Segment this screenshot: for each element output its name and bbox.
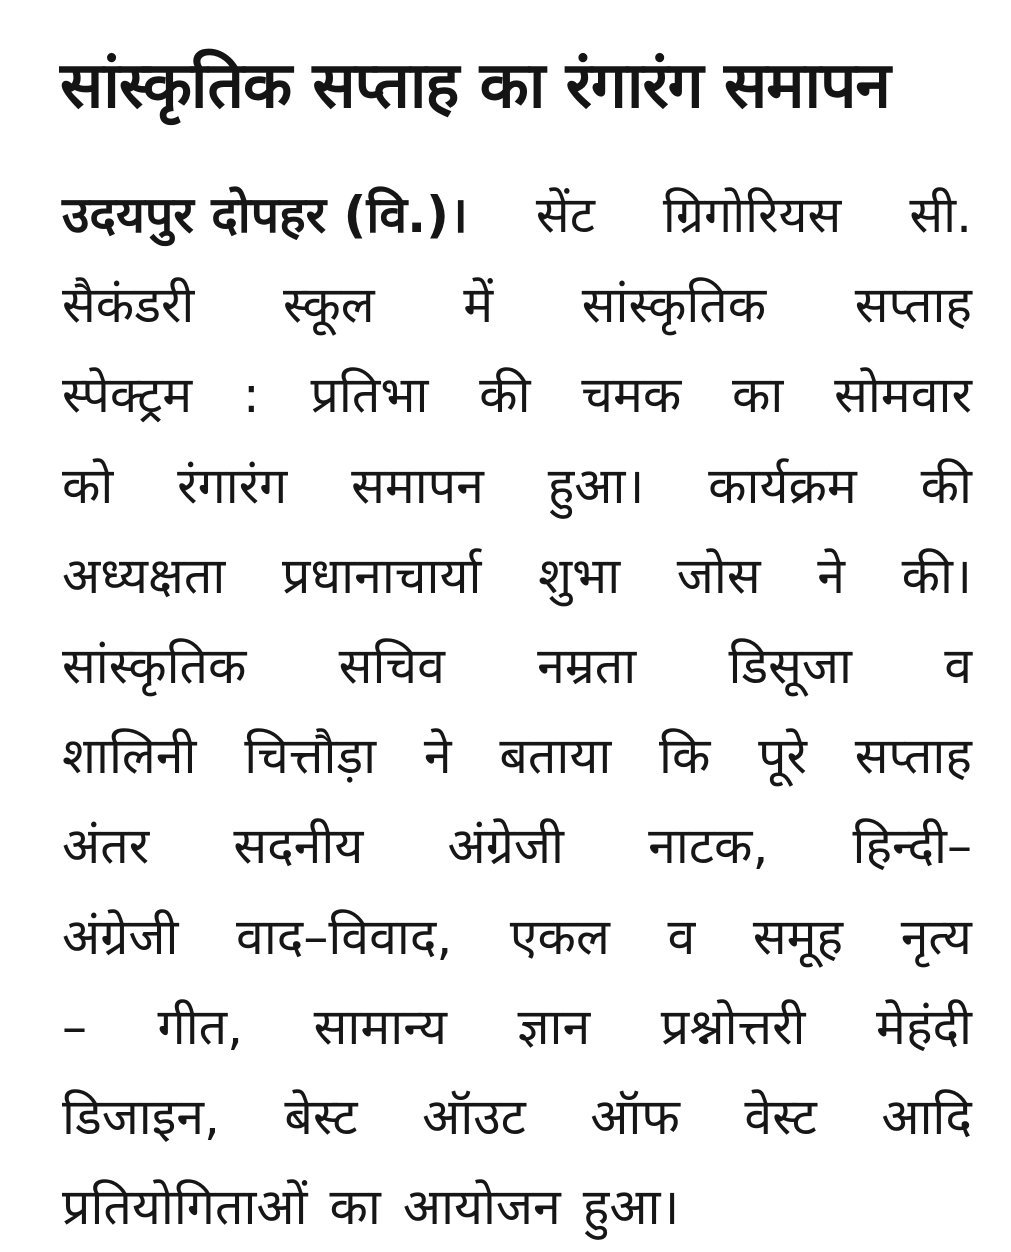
body-line	[62, 170, 972, 260]
body-word: सेंट	[535, 186, 595, 245]
body-word: की	[920, 456, 972, 515]
body-word: डिसूजा	[728, 637, 852, 696]
body-word: कि	[659, 727, 711, 786]
body-line	[62, 801, 972, 891]
body-word: आयोजन	[402, 1178, 561, 1237]
body-word: गीत,	[157, 997, 244, 1056]
body-word: ने	[817, 546, 846, 605]
body-word: वेस्ट	[744, 1087, 817, 1146]
body-word: –	[62, 997, 87, 1056]
body-word: :	[242, 366, 260, 425]
body-word: चमक	[581, 366, 682, 425]
body-word: स्कूल	[282, 276, 375, 335]
body-word: शालिनी	[62, 727, 197, 786]
body-word: में	[463, 276, 494, 335]
body-word: शुभा	[538, 546, 621, 605]
article-headline: सांस्कृतिक सप्ताह का रंगारंग समापन	[60, 49, 890, 123]
body-line	[62, 531, 972, 621]
body-line	[62, 260, 972, 350]
body-word: वाद–विवाद,	[236, 907, 453, 966]
body-word: को	[62, 456, 114, 515]
article-body	[62, 170, 972, 1252]
body-word: सप्ताह	[854, 727, 972, 786]
body-word: रंगारंग	[177, 456, 288, 515]
body-word: सचिव	[338, 637, 445, 696]
dateline: उदयपुर दोपहर (वि.)।	[62, 186, 468, 245]
body-word: डिजाइन,	[62, 1087, 220, 1146]
body-word: बताया	[499, 727, 612, 786]
body-line	[62, 982, 972, 1072]
body-word: नम्रता	[537, 637, 637, 696]
body-word: व	[944, 637, 972, 696]
body-word: समूह	[752, 907, 844, 966]
body-word: ने	[423, 727, 452, 786]
body-word: ग्रिगोरियस	[662, 186, 842, 245]
body-word: प्रतियोगिताओं	[62, 1178, 308, 1237]
body-word: व	[667, 907, 696, 966]
body-word: कार्यक्रम	[708, 456, 857, 515]
body-word: की।	[901, 546, 972, 605]
body-word: सी.	[909, 186, 972, 245]
body-word: हुआ।	[582, 1178, 680, 1237]
body-word: हिन्दी–	[852, 817, 972, 876]
body-word: ऑउट	[422, 1087, 526, 1146]
body-line	[62, 441, 972, 531]
body-word: अंग्रेजी	[447, 817, 564, 876]
body-word: प्रतिभा	[310, 366, 429, 425]
body-word: का	[732, 366, 784, 425]
body-word: की	[479, 366, 531, 425]
body-word: का	[329, 1178, 381, 1237]
body-word: नाटक,	[648, 817, 769, 876]
body-line	[62, 892, 972, 982]
body-line	[62, 1072, 972, 1162]
body-word: प्रश्नोत्तरी	[660, 997, 806, 1056]
body-word: जोस	[676, 546, 761, 605]
body-line	[62, 621, 972, 711]
body-word: सप्ताह	[854, 276, 972, 335]
body-word: सामान्य	[313, 997, 447, 1056]
body-word: चित्तौड़ा	[244, 727, 377, 786]
body-word: नृत्य	[900, 907, 972, 966]
body-line	[62, 711, 972, 801]
body-word: समापन	[351, 456, 484, 515]
body-word: ज्ञान	[517, 997, 591, 1056]
body-word: सैकंडरी	[62, 276, 195, 335]
body-word: मेहंदी	[876, 997, 972, 1056]
body-word: अध्यक्षता	[62, 546, 226, 605]
body-line	[62, 1162, 972, 1252]
body-word: अंग्रेजी	[62, 907, 179, 966]
body-word: आदि	[881, 1087, 972, 1146]
body-word: सदनीय	[233, 817, 364, 876]
body-word: सोमवार	[834, 366, 972, 425]
body-word: हुआ।	[547, 456, 645, 515]
body-word: पूरे	[758, 727, 807, 786]
body-word: ऑफ	[590, 1087, 680, 1146]
body-word: प्रधानाचार्या	[281, 546, 482, 605]
body-word: एकल	[509, 907, 610, 966]
body-word: स्पेक्ट्रम	[62, 366, 193, 425]
body-word: अंतर	[62, 817, 150, 876]
body-word: सांस्कृतिक	[62, 637, 247, 696]
body-word: सांस्कृतिक	[581, 276, 767, 335]
body-line	[62, 350, 972, 440]
body-word: बेस्ट	[284, 1087, 358, 1146]
